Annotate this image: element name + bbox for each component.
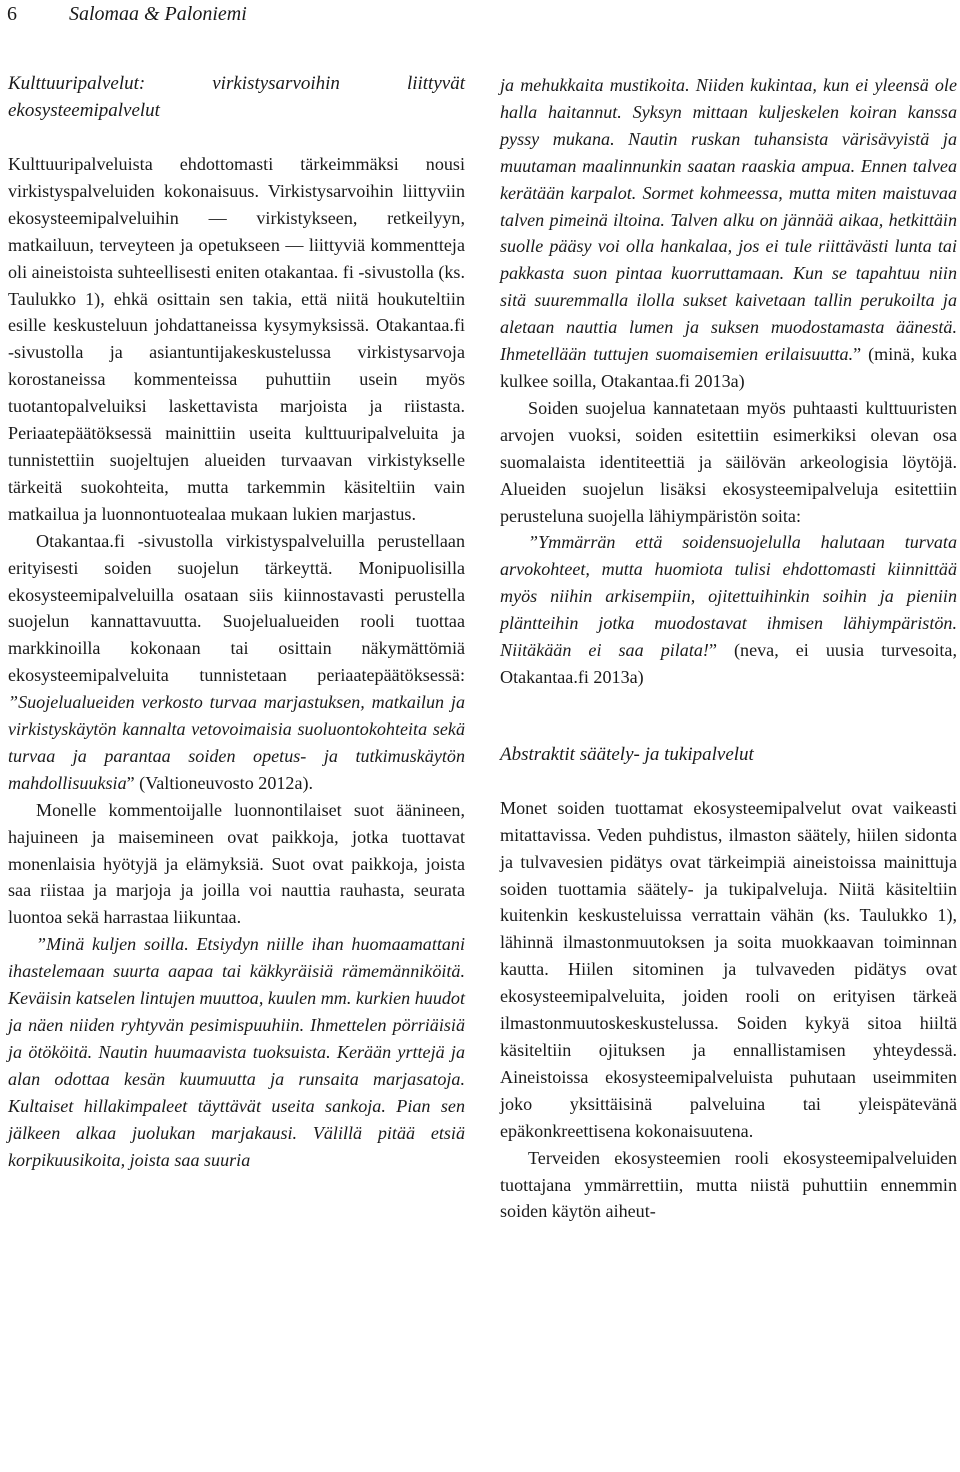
paragraph: Monelle kommentoijalle luonnontilaiset suot äänineen, hajuineen ja maisemineen ovat paikkoja, jotka tuottavat monenlaisia hyötyjä ja elämyksiä. Suot ovat paikkoja, joista saa riistaa ja marjoja ja joilla voi nauttia rauhasta, seurata luontoa sekä harrastaa liikuntaa. bbox=[8, 799, 465, 928]
paragraph: ja mehukkaita mustikoita. Niiden kukintaa, kun ei yleensä ole halla haitannut. Syksyn mittaan kuljeskelen koiran kanssa pyssy mukana. Nautin ruskan tuhansista värisävyistä ja muutaman maalinnunkin saatan raaskia ampua. Ennen talvea kerätään karpalot. Sormet kohmeessa, mutta miten maistuvaa talven pimeinä iltoina. Talven alku on jännää aikaa, hetkittäin suolle pääsy voi olla hankalaa, jos ei tule riittävästi lunta tai pakkasta suon pintaa kuorruttamaan. Kun se tapahtuu niin sitä suuremmalla ilolla sukset kaivetaan tallin perukoilta ja aletaan nauttia lumen ja suksen muodostamasta äänestä. Ihmetellään tuttujen suomaisemien erilaisuutta.” (minä, kuka kulkee soilla, Otakantaa.fi 2013a) bbox=[500, 75, 957, 391]
paragraph: Terveiden ekosysteemien rooli ekosysteemipalveluiden tuottajana ymmärrettiin, mutta niistä puhuttiin ennemmin soiden käytön aiheut- bbox=[500, 1147, 957, 1222]
section-heading-regulating-services: Abstraktit säätely- ja tukipalvelut bbox=[500, 743, 754, 765]
paragraph: ”Ymmärrän että soidensuojelulla halutaan turvata arvokohteet, mutta huomiota tulisi ehdottomasti kiinnittää myös niihin arkisempiin, ojitettuihinkin soihin ja pieniin pläntteihin jotka muodostavat ihmisen lähiympäristön. Niitäkään ei saa pilata!” (neva, ei uusia turvesoita, Otakantaa.fi 2013a) bbox=[500, 532, 957, 687]
paragraph: Kulttuuripalveluista ehdottomasti tärkeimmäksi nousi virkistyspalveluiden kokonaisuus. Virkistysarvoihin liittyviin ekosysteemipalveluihin — virkistykseen, retkeilyyn, matkailuun, terveyteen ja opetukseen — liittyviä kommentteja oli aineistoista suhteellisesti eniten otakantaa. fi -sivustolla (ks. Taulukko 1), ehkä osittain sen takia, että niitä houkuteltiin esille keskusteluun johdattaneissa kysymyksissä. Otakantaa.fi -sivustolla ja asiantuntijakeskustelussa virkistysarvoja korostaneissa kommenteissa puhuttiin usein myös tuotantopalveluiksi laskettavista marjoista ja riistasta. Periaatepäätöksessä mainittiin useita kulttuuripalveluita ja tunnistettiin suojeltujen alueiden turvaavan virkistykselle tärkeitä suokohteita, mutta tarkemmin käsiteltiin vain matkailua ja luonnontuotealaa mukaan lukien marjastus. bbox=[8, 154, 465, 524]
paragraph: Soiden suojelua kannatetaan myös puhtaasti kulttuuristen arvojen vuoksi, soiden esitettiin esimerkiksi olevan osa suomalaista identiteettiä ja säilövän arkeologisia löytöjä. Alueiden suojelun lisäksi ekosysteemipalveluja esitettiin perusteluna suojella lähiympäristön soita: bbox=[500, 397, 957, 526]
left-column bbox=[8, 70, 465, 1173]
page-number: 6 bbox=[7, 3, 17, 25]
section-heading-cultural-services: Kulttuuripalvelut: virkistysarvoihin liittyvät ekosysteemipalvelut bbox=[8, 73, 465, 121]
paragraph: Otakantaa.fi -sivustolla virkistyspalveluilla perustellaan erityisesti soiden suojelun tärkeyttä. Monipuolisilla ekosysteemipalveluilla osataan siis kiinnostavasti perustella suojelun kannattavuutta. Suojelualueiden rooli tuottaa markkinoilla kokonaan tai osittain näkymättömiä ekosysteemipalveluita tunnistetaan periaatepäätöksessä: ”Suojelualueiden verkosto turvaa marjastuksen, matkailun ja virkistyskäytön kannalta vetovoimaisia suoluontokohteita sekä turvaa ja parantaa soiden opetus- ja tutkimuskäytön mahdollisuuksia” (Valtioneuvosto 2012a). bbox=[8, 530, 465, 793]
paragraph: Monet soiden tuottamat ekosysteemipalvelut ovat vaikeasti mitattavissa. Veden puhdistus, ilmaston säätely, hiilen sidonta ja tulvavesien pidätys ovat tärkeimpiä aineistoissa mainittuja soiden tuottamia säätely- ja tukipalveluja. Niitä käsiteltiin kuitenkin keskusteluissa verrattain vähän (ks. Taulukko 1), lähinnä ilmastonmuutoksen ja soita muokkaavan toiminnan kautta. Hiilen sitominen ja tulvaveden pidätys ovat ekosysteemipalveluita, joiden rooli on erityisen tärkeä ilmastonmuutoskeskustelussa. Soiden kykyä sitoa hiiltä käsiteltiin ojituksen ja ennallistamisen yhteydessä. Aineistoissa ekosysteemipalveluista puhutaan useimmiten joko yksittäisinä palveluina tai yleispätevänä epäkonkreettisena kokonaisuutena. bbox=[500, 797, 957, 1141]
block-quote: ja mehukkaita mustikoita. Niiden kukintaa, kun ei yleensä ole halla haitannut. Syksyn mittaan kuljeskelen koiran kanssa pyssy mukana. Nautin ruskan tuhansista värisävyistä ja muutaman maalinnunkin saatan raaskia ampua. Ennen talvea kerätään karpalot. Sormet kohmeessa, mutta miten maistuvaa talven pimeinä iltoina. Talven alku on jännää aikaa, hetkittäin suolle pääsy voi olla hankalaa, jos ei tule riittävästi lunta tai pakkasta suon pintaa kuorruttamaan. Kun se tapahtuu niin sitä suuremmalla ilolla sukset kaivetaan tallin perukoilta ja aletaan nauttia lumen ja suksen muodostamasta äänestä. Ihmetellään tuttujen suomaisemien erilaisuutta. bbox=[500, 75, 957, 365]
running-head: Salomaa & Paloniemi bbox=[69, 3, 247, 25]
block-quote: ”Ymmärrän että soidensuojelulla halutaan turvata arvokohteet, mutta huomiota tulisi ehdottomasti kiinnittää myös niihin arkisempiin, ojitettuihinkin soihin ja pieniin pläntteihin jotka muodostavat ihmisen lähiympäristön. Niitäkään ei saa pilata! bbox=[500, 532, 957, 661]
block-quote: ”Minä kuljen soilla. Etsiydyn niille ihan huomaamattani ihastelemaan suurta aapaa tai käkkyräisiä rämemänniköitä. Keväisin katselen lintujen muuttoa, kuulen mm. kurkien huudot ja näen niiden ryhtyvän pesimispuuhiin. Ihmettelen pörriäisiä ja ötököitä. Nautin huumaavista tuoksuista. Kerään yrttejä ja alan odottaa kesän kuumuutta ja runsaita marjasatoja. Kultaiset hillakimpaleet täyttävät useita sankoja. Pian sen jälkeen alkaa juolukan marjakausi. Välillä pitää etsiä korpikuusikoita, joista saa suuria bbox=[8, 934, 465, 1170]
running-header bbox=[7, 0, 247, 30]
block-quote: ”Suojelualueiden verkosto turvaa marjastuksen, matkailun ja virkistyskäytön kannalta vetovoimaisia suoluontokohteita sekä turvaa ja parantaa soiden opetus- ja tutkimuskäytön mahdollisuuksia bbox=[8, 692, 465, 793]
right-column bbox=[500, 72, 957, 1225]
